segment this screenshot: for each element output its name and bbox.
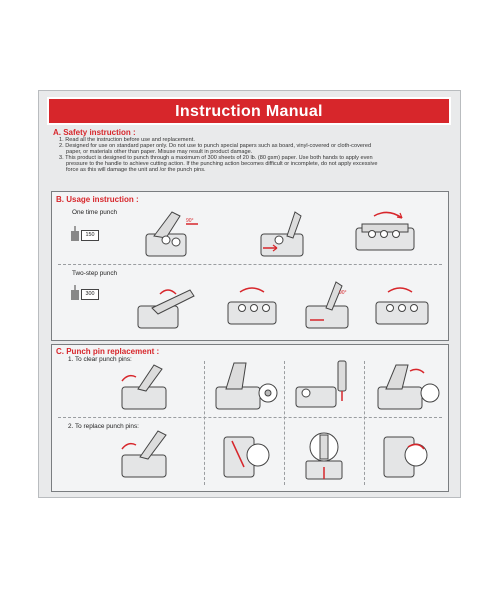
pin-column-divider	[284, 361, 285, 485]
safety-line-3: paper, or materials other than paper. Misuse may result in product damage.	[66, 149, 253, 155]
one-time-punch-label: One time punch	[72, 209, 118, 216]
safety-line-5: pressure to the handle to achieve cutting action. If the punching action becomes difficult or incomplete, do not apply excessive	[66, 161, 378, 167]
clear-pins-label: 1. To clear punch pins:	[68, 356, 132, 363]
sheet-count-300: 300	[81, 289, 99, 300]
two-step-punch-label: Two-step punch	[72, 270, 118, 277]
safety-line-1: 1. Read all the instruction before use and replacement.	[59, 137, 195, 143]
replace-open-cover-illustration	[118, 427, 182, 488]
replace-pins-label: 2. To replace punch pins:	[68, 423, 139, 430]
secure-pin-illustration	[378, 427, 434, 488]
manual-title: Instruction Manual	[175, 103, 323, 120]
sheet-stack-icon	[70, 226, 80, 247]
remove-pin-illustration	[218, 427, 274, 488]
safety-line-4: 3. This product is designed to punch through a maximum of 300 sheets of 20 lb. (80 gsm) paper. Use both hands to apply even	[59, 155, 373, 161]
pin-replacement-panel	[51, 344, 449, 492]
pin-tool-illustration	[292, 359, 360, 420]
sheet-stack-icon	[70, 285, 80, 306]
punch-handle-up-illustration	[142, 206, 202, 267]
angle-label: 90°	[339, 290, 347, 296]
usage-panel	[51, 191, 449, 341]
safety-heading: A. Safety instruction :	[53, 128, 136, 137]
reassemble-illustration	[374, 359, 442, 420]
pin-replacement-heading: C. Punch pin replacement :	[56, 347, 160, 356]
usage-heading: B. Usage instruction :	[56, 195, 139, 204]
safety-line-6: force as this will damage the unit and /or the punch pins.	[66, 167, 206, 173]
pin-column-divider	[364, 361, 365, 485]
two-step-pressed-illustration	[224, 284, 284, 337]
open-cover-illustration	[118, 361, 178, 420]
instruction-sheet	[38, 90, 461, 498]
insert-pin-illustration	[298, 427, 354, 488]
sheet-count-150: 150	[81, 230, 99, 241]
two-step-reset-illustration	[302, 278, 362, 339]
remove-waste-illustration	[212, 359, 280, 420]
press-handle-illustration	[352, 210, 422, 265]
title-banner	[47, 97, 451, 125]
safety-line-2: 2. Designed for use on standard paper only. Do not use to punch special papers such as board, vinyl-covered or cloth-covered	[59, 143, 372, 149]
angle-label: 90°	[186, 218, 194, 224]
insert-paper-illustration	[257, 208, 317, 269]
pin-column-divider	[204, 361, 205, 485]
two-step-first-press-illustration	[134, 280, 204, 339]
two-step-final-press-illustration	[372, 284, 436, 337]
